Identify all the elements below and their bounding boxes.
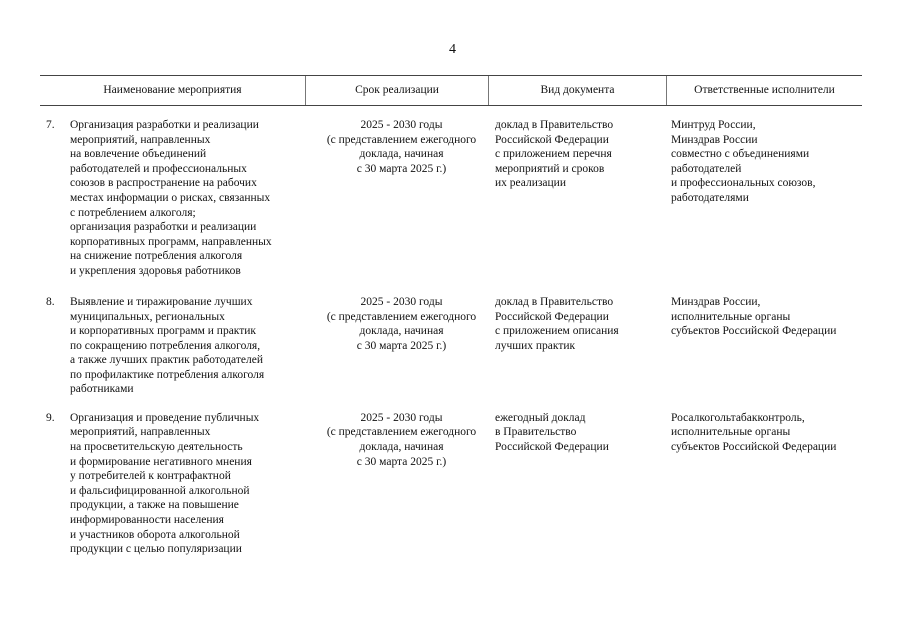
cell-text-line: 2025 - 2030 годы [360,295,443,308]
row-number: 9. [46,411,55,424]
row-number: 7. [46,119,55,131]
measure-name-cell [40,295,306,397]
cell-text-line: исполнительные органы [671,310,791,323]
cell-text-line: с 30 марта 2025 г.) [356,339,447,352]
cell-text-line: у потребителей к контрафактной [70,470,231,483]
term-cell [306,411,489,557]
executors-cell [667,411,862,557]
cell-text-line: лучших практик [495,339,576,352]
cell-text-line: (с представлением ежегодного [326,426,477,439]
cell-text-line: ежегодный доклад [495,411,586,424]
cell-text-line: Организация разработки и реализации [70,119,259,131]
cell-text-line: совместно с объединениями [671,148,810,161]
cell-text-line: по профилактике потребления алкоголя [70,368,265,381]
header-implementation-term: Срок реализации [306,76,489,105]
cell-text-line: Российской Федерации [495,441,609,454]
cell-text-line: и укрепления здоровья работников [70,264,241,277]
cell-text-line: с приложением описания [495,325,619,338]
cell-text-line: союзов в распространение на рабочих [70,177,257,190]
executors-cell [667,118,862,279]
cell-text-line: и корпоративных программ и практик [70,325,257,338]
cell-text-line: мероприятий и сроков [495,162,605,175]
cell-text-line: Организация и проведение публичных [70,411,260,424]
cell-text-line: в Правительство [495,426,577,439]
cell-text-line: с потреблением алкоголя; [70,206,196,219]
cell-text-line: корпоративных программ, направленных [70,235,272,248]
cell-text-line: мероприятий, направленных [70,133,211,146]
cell-text-line: на снижение потребления алкоголя [70,250,243,263]
cell-text-line: по сокращению потребления алкоголя, [70,339,261,352]
cell-text-line: местах информации о рисках, связанных [70,191,271,204]
cell-text-line: Российской Федерации [495,310,609,323]
term-cell [306,118,489,279]
cell-text-line: информированности населения [70,514,224,527]
executors-cell [667,295,862,397]
cell-text-line: доклада, начиная [359,148,444,161]
cell-text-line: работодателей и профессиональных [70,162,247,175]
table-header-row [40,75,862,106]
cell-text-line: доклад в Правительство [495,119,614,131]
measure-name-cell [40,118,306,279]
cell-text-line: работниками [70,383,134,396]
cell-text-line: и фальсифицированной алкогольной [70,484,250,497]
page-number: 4 [449,42,456,57]
cell-text-line: (с представлением ежегодного [326,133,477,146]
cell-text-line: доклада, начиная [359,325,444,338]
cell-text-line: на просветительскую деятельность [70,441,243,454]
header-document-type: Вид документа [489,76,667,105]
cell-text-line: исполнительные органы [671,426,791,439]
cell-text-line: Росалкогольтабакконтроль, [671,411,805,424]
cell-text-line: Минтруд России, [671,119,756,131]
cell-text-line: и профессиональных союзов, [671,177,816,190]
cell-text-line: муниципальных, региональных [70,310,225,323]
cell-text-line: работодателями [671,191,749,204]
document-type-cell [489,411,667,557]
cell-text-line: и формирование негативного мнения [70,455,252,468]
cell-text-line: 2025 - 2030 годы [360,411,443,424]
cell-text-line: 2025 - 2030 годы [360,119,443,131]
measure-name-cell [40,411,306,557]
cell-text-line: (с представлением ежегодного [326,310,477,323]
document-type-cell [489,118,667,279]
cell-text-line: с 30 марта 2025 г.) [356,455,447,468]
cell-text-line: Минздрав России [671,133,758,146]
header-measure-name: Наименование мероприятия [40,76,306,105]
table-body [40,118,862,557]
cell-text-line: и участников оборота алкогольной [70,528,240,541]
document-type-cell [489,295,667,397]
term-cell [306,295,489,397]
cell-text-line: Российской Федерации [495,133,609,146]
cell-text-line: с 30 марта 2025 г.) [356,162,447,175]
cell-text-line: а также лучших практик работодателей [70,354,263,367]
cell-text-line: мероприятий, направленных [70,426,211,439]
cell-text-line: субъектов Российской Федерации [671,441,837,454]
cell-text-line: на вовлечение объединений [70,148,207,161]
cell-text-line: Минздрав России, [671,295,761,308]
cell-text-line: доклад в Правительство [495,295,614,308]
cell-text-line: организация разработки и реализации [70,221,257,234]
cell-text-line: с приложением перечня [495,148,612,161]
cell-text-line: Выявление и тиражирование лучших [70,295,253,308]
cell-text-line: продукции с целью популяризации [70,543,242,556]
table-row [40,118,862,279]
cell-text-line: продукции, а также на повышение [70,499,239,512]
cell-text-line: субъектов Российской Федерации [671,325,837,338]
header-responsible-executors: Ответственные исполнители [694,84,835,96]
cell-text-line: их реализации [495,177,566,190]
cell-text-line: доклада, начиная [359,441,444,454]
row-number: 8. [46,295,55,308]
table-row [40,295,862,397]
table-row [40,411,862,557]
measures-table [40,75,862,557]
cell-text-line: работодателей [671,162,742,175]
